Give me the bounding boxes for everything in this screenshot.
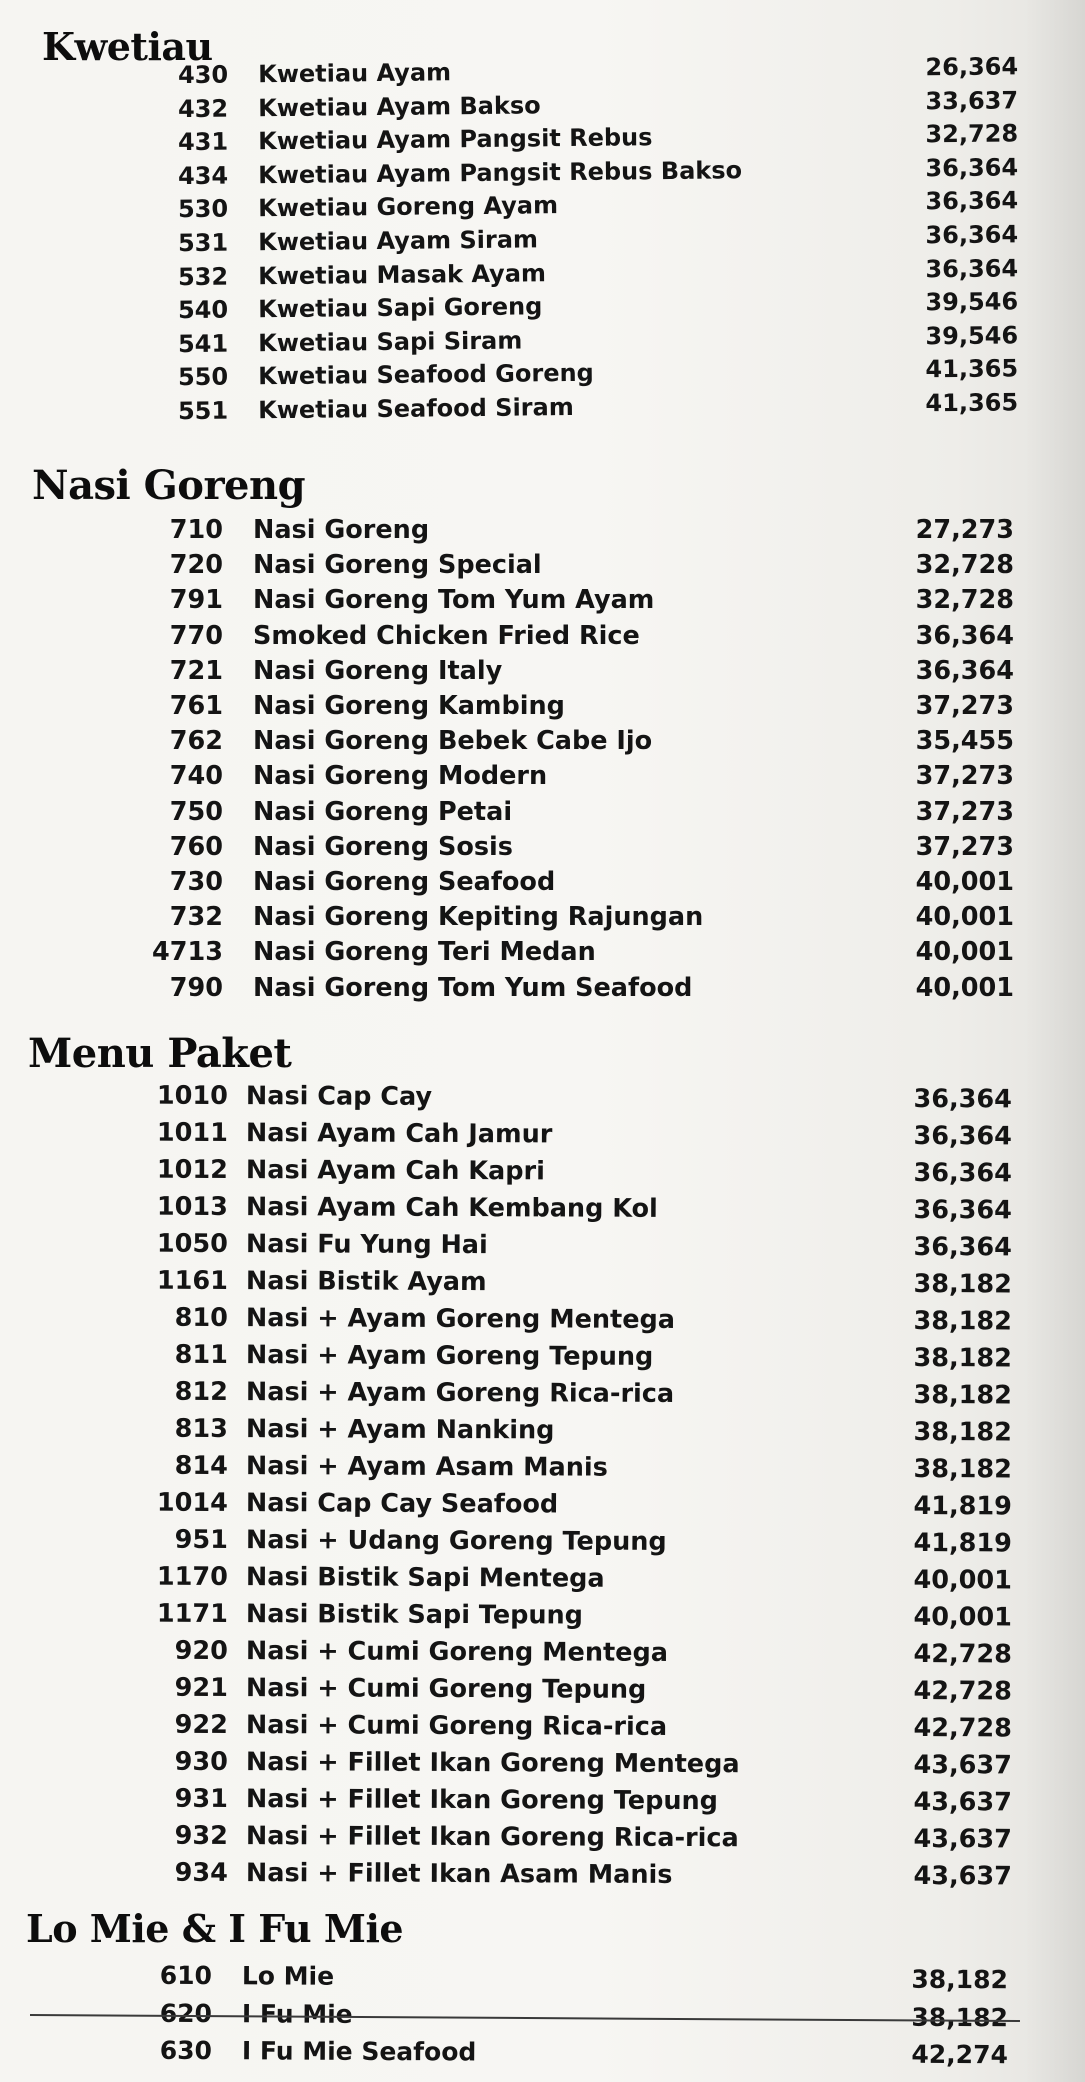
menu-item-name: Nasi + Cumi Goreng Tepung [245,1673,647,1705]
menu-item-price: 42,728 [913,1638,1012,1670]
menu-item-code: 812 [174,1376,228,1407]
menu-item-price: 42,728 [913,1675,1012,1707]
menu-item-price: 36,364 [915,620,1014,651]
menu-item-code: 530 [177,195,229,224]
menu-item-name: Nasi + Fillet Ikan Goreng Tepung [245,1784,718,1817]
menu-item-code: 1014 [156,1487,228,1518]
menu-item-code: 1161 [156,1265,228,1296]
menu-item-price: 41,365 [925,354,1019,384]
menu-item-price: 41,819 [913,1490,1012,1522]
menu-item-name: Nasi Fu Yung Hai [245,1229,488,1261]
menu-item-name: Nasi Goreng Tom Yum Ayam [253,585,655,616]
menu-item-price: 36,364 [925,253,1019,283]
menu-item-name: Nasi + Ayam Goreng Mentega [245,1303,676,1335]
page-shadow-edge [1025,0,1085,2082]
menu-item-price: 36,364 [925,186,1019,216]
menu-item-name: Nasi + Ayam Asam Manis [245,1451,608,1483]
menu-item-price: 26,364 [925,52,1019,82]
menu-item-price: 32,728 [915,585,1014,616]
section-title-lo-mie: Lo Mie & I Fu Mie [26,1906,404,1951]
menu-item-code: 790 [169,972,223,1003]
menu-item-code: 811 [174,1339,228,1370]
menu-item-price: 37,273 [915,761,1014,792]
menu-item-name: Nasi Ayam Cah Jamur [245,1118,553,1150]
menu-item-price: 43,637 [913,1860,1012,1892]
menu-item-price: 41,365 [925,388,1019,418]
menu-item-row [0,1960,1085,1995]
menu-item-name: Nasi + Fillet Ikan Goreng Mentega [245,1747,740,1780]
menu-item-name: Nasi + Udang Goreng Tepung [245,1525,667,1557]
menu-item-code: 1010 [156,1080,228,1111]
menu-item-name: Kwetiau Masak Ayam [257,258,547,290]
menu-item-price: 27,273 [915,515,1014,545]
menu-item-name: Nasi Cap Cay [245,1081,433,1112]
menu-item-price: 36,364 [913,1083,1012,1115]
menu-item-code: 740 [169,761,223,792]
menu-item-name: Kwetiau Seafood Goreng [257,359,594,391]
menu-item-code: 1171 [156,1598,228,1629]
menu-item-code: 931 [174,1783,228,1814]
menu-item-name: Nasi Goreng Kepiting Rajungan [253,902,704,933]
menu-item-code: 532 [177,262,229,291]
menu-item-price: 38,182 [913,1379,1012,1411]
menu-item-row [0,2035,1085,2070]
menu-item-code: 540 [177,295,229,325]
menu-item-code: 1050 [156,1228,228,1259]
menu-item-code: 932 [174,1820,228,1851]
menu-item-code: 541 [177,329,229,358]
menu-item-price: 36,364 [913,1231,1012,1263]
section-title-nasi-goreng: Nasi Goreng [32,462,306,509]
menu-item-code: 431 [177,127,229,157]
menu-item-price: 32,728 [925,119,1019,149]
menu-item-row [0,1998,1085,2032]
menu-item-code: 760 [169,831,223,862]
menu-item-name: Nasi Ayam Cah Kapri [245,1155,545,1187]
menu-item-price: 42,728 [913,1712,1012,1744]
menu-item-price: 42,274 [911,2039,1008,2070]
menu-item-code: 922 [174,1709,228,1740]
menu-item-name: Smoked Chicken Fried Rice [253,620,640,651]
menu-item-price: 37,273 [915,796,1014,827]
menu-item-name: Nasi Goreng Sosis [253,831,513,862]
menu-item-name: Nasi Goreng Bebek Cabe Ijo [253,726,653,757]
menu-item-code: 920 [174,1635,228,1666]
menu-item-name: Nasi Goreng Tom Yum Seafood [253,972,693,1003]
menu-item-code: 630 [159,2035,212,2066]
menu-item-price: 36,364 [913,1194,1012,1226]
menu-item-price: 39,546 [925,287,1019,317]
menu-item-price: 40,001 [915,937,1014,968]
menu-item-price: 40,001 [915,972,1014,1003]
menu-item-price: 38,182 [913,1453,1012,1485]
menu-item-price: 41,819 [913,1527,1012,1559]
menu-item-name: Nasi + Fillet Ikan Asam Manis [245,1858,673,1890]
menu-item-code: 930 [174,1746,228,1777]
menu-item-code: 1012 [156,1154,228,1185]
menu-item-name: Nasi Goreng [253,515,430,545]
menu-item-name: Nasi Bistik Sapi Mentega [245,1562,605,1594]
menu-item-code: 730 [169,867,223,897]
menu-item-name: Nasi Goreng Seafood [253,867,556,897]
menu-item-price: 36,364 [925,220,1019,250]
menu-item-code: 762 [169,726,223,757]
menu-item-price: 43,637 [913,1749,1012,1781]
menu-item-code: 710 [169,515,223,545]
menu-item-name: Nasi Goreng Teri Medan [253,937,596,968]
menu-item-price: 38,182 [913,1268,1012,1300]
menu-item-name: Nasi + Ayam Nanking [245,1414,555,1446]
menu-item-name: Kwetiau Ayam Siram [257,225,539,257]
menu-item-price: 35,455 [915,726,1014,757]
menu-item-code: 1170 [156,1561,228,1592]
menu-item-price: 37,273 [915,831,1014,862]
menu-item-price: 32,728 [915,550,1014,581]
menu-item-code: 934 [174,1857,228,1888]
menu-item-code: 921 [174,1672,228,1703]
menu-item-code: 1011 [156,1117,228,1148]
menu-item-code: 770 [169,620,223,651]
menu-item-code: 951 [174,1524,228,1555]
menu-item-price: 40,001 [913,1601,1012,1633]
menu-item-code: 813 [174,1413,228,1444]
menu-item-code: 430 [177,60,229,90]
menu-item-price: 33,637 [925,85,1019,115]
menu-item-name: Kwetiau Seafood Siram [257,392,574,425]
menu-item-name: Nasi + Ayam Goreng Rica-rica [245,1377,675,1409]
menu-item-name: Nasi + Cumi Goreng Rica-rica [245,1710,668,1742]
menu-item-price: 38,182 [911,2002,1008,2032]
menu-item-price: 39,546 [925,321,1019,351]
menu-item-name: Nasi + Fillet Ikan Goreng Rica-rica [245,1821,739,1854]
menu-item-name: Kwetiau Sapi Siram [257,326,523,358]
menu-item-name: Nasi + Cumi Goreng Mentega [245,1636,669,1668]
menu-item-price: 38,182 [913,1416,1012,1448]
section-title-kwetiau: Kwetiau [42,24,213,69]
menu-item-price: 36,364 [915,655,1014,686]
menu-item-price: 40,001 [915,902,1014,933]
menu-item-price: 40,001 [915,867,1014,897]
menu-item-code: 610 [159,1960,212,1991]
menu-item-name: Kwetiau Ayam Pangsit Rebus [257,123,653,156]
menu-item-name: Nasi Goreng Kambing [253,691,565,721]
menu-item-code: 4713 [152,937,223,968]
menu-item-price: 43,637 [913,1786,1012,1818]
menu-item-code: 531 [177,228,229,258]
menu-item-name: I Fu Mie [241,1998,353,2029]
menu-item-code: 551 [177,396,229,426]
menu-item-name: Nasi Goreng Modern [253,761,548,792]
menu-item-name: Lo Mie [241,1961,335,1991]
menu-item-price: 37,273 [915,691,1014,721]
menu-item-name: Nasi Bistik Sapi Tepung [245,1599,584,1631]
menu-item-name: Nasi Goreng Italy [253,655,503,686]
menu-item-name: Nasi + Ayam Goreng Tepung [245,1340,654,1372]
menu-item-code: 732 [169,902,223,933]
menu-item-code: 750 [169,796,223,827]
menu-item-name: I Fu Mie Seafood [241,2036,477,2067]
menu-item-name: Kwetiau Sapi Goreng [257,292,543,324]
menu-item-name: Nasi Bistik Ayam [245,1266,487,1298]
menu-item-code: 721 [169,655,223,686]
menu-item-name: Nasi Ayam Cah Kembang Kol [245,1192,658,1224]
section-title-menu-paket: Menu Paket [28,1030,292,1077]
menu-item-price: 38,182 [913,1342,1012,1374]
menu-item-price: 36,364 [925,153,1019,183]
menu-item-price: 36,364 [913,1157,1012,1189]
menu-item-name: Kwetiau Ayam Bakso [257,90,541,122]
menu-item-name: Nasi Goreng Special [253,550,542,581]
menu-item-price: 40,001 [913,1564,1012,1596]
menu-item-price: 43,637 [913,1823,1012,1855]
menu-item-price: 38,182 [913,1305,1012,1337]
menu-item-code: 434 [177,161,229,190]
menu-item-price: 38,182 [911,1964,1008,1995]
menu-item-code: 814 [174,1450,228,1481]
menu-item-code: 761 [169,691,223,721]
menu-item-price: 36,364 [913,1120,1012,1152]
menu-item-name: Kwetiau Ayam Pangsit Rebus Bakso [257,156,743,190]
menu-item-name: Kwetiau Ayam [257,58,452,89]
menu-item-code: 810 [174,1302,228,1333]
menu-item-code: 720 [169,550,223,581]
menu-item-code: 620 [159,1998,212,2028]
menu-item-name: Kwetiau Goreng Ayam [257,191,559,223]
menu-item-code: 791 [169,585,223,616]
menu-item-code: 1013 [156,1191,228,1222]
menu-item-code: 550 [177,363,229,392]
menu-item-name: Nasi Cap Cay Seafood [245,1488,559,1520]
menu-item-name: Nasi Goreng Petai [253,796,513,827]
menu-item-code: 432 [177,94,229,123]
